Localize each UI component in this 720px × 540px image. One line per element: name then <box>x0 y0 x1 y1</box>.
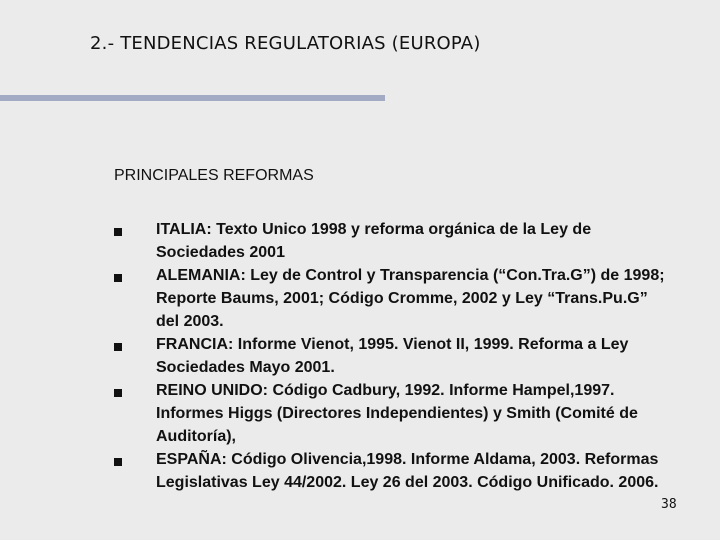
reform-text: ALEMANIA: Ley de Control y Transparencia (“Con.Tra.G”) de 1998; Reporte Baums, 2001; Código Cromme, 2002 y Ley “Trans.Pu.G” del 2003. <box>156 267 665 330</box>
reform-text: ESPAÑA: Código Olivencia,1998. Informe Aldama, 2003. Reformas Legislativas Ley 44/2002. Ley 26 del 2003. Código Unificado. 2006. <box>156 451 659 491</box>
page-number: 38 <box>661 497 677 512</box>
slide-title: 2.- TENDENCIAS REGULATORIAS (EUROPA) <box>90 33 481 54</box>
square-bullet-icon <box>114 389 122 397</box>
section-heading: PRINCIPALES REFORMAS <box>114 167 314 184</box>
square-bullet-icon <box>114 228 122 236</box>
reform-text: ITALIA: Texto Unico 1998 y reforma orgánica de la Ley de Sociedades 2001 <box>156 221 592 261</box>
reform-text: FRANCIA: Informe Vienot, 1995. Vienot II, 1999. Reforma a Ley Sociedades Mayo 2001. <box>156 336 629 376</box>
list-item-francia <box>114 333 674 379</box>
square-bullet-icon <box>114 274 122 282</box>
reforms-list <box>114 218 674 494</box>
square-bullet-icon <box>114 458 122 466</box>
list-item-reino-unido <box>114 379 674 448</box>
list-item-italia <box>114 218 674 264</box>
title-underline-bar <box>0 95 385 101</box>
reform-text: REINO UNIDO: Código Cadbury, 1992. Informe Hampel,1997. Informes Higgs (Directores Independientes) y Smith (Comité de Auditoría), <box>156 382 638 445</box>
list-item-alemania <box>114 264 674 333</box>
square-bullet-icon <box>114 343 122 351</box>
list-item-espana <box>114 448 674 494</box>
